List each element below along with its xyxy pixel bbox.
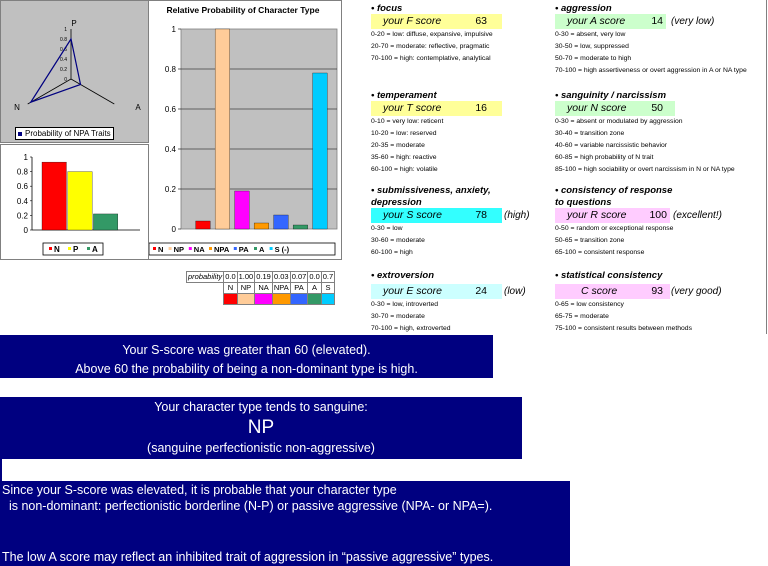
s-score-message-line-2: Above 60 the probability of being a non-dominant type is high.: [75, 362, 418, 376]
focus-desc-1: 0-20 = low: diffuse, expansive, impulsive: [371, 31, 493, 38]
type-color-swatch-PA: [290, 294, 308, 305]
radar-axis-A: [71, 79, 114, 104]
aggression-score-label: your A score: [567, 15, 626, 27]
main-legend-marker-N: [153, 247, 156, 250]
main-legend-label-N: N: [158, 245, 164, 254]
npa-bar-chart: [1, 145, 150, 261]
temperament-desc-2: 10-20 = low: reserved: [371, 130, 437, 137]
aggression-desc-4: 70-100 = high assertiveness or overt aggression in A or NA type: [555, 67, 747, 74]
main-y-tick-label: 1: [171, 25, 176, 34]
probability-values-row: [187, 272, 335, 283]
type-color-swatch-NA: [255, 294, 273, 305]
radar-chart: [1, 1, 150, 144]
main-legend-marker-S (-): [270, 247, 273, 250]
probability-value-PA: 0.07: [291, 272, 307, 281]
radar-tick-label: 0.6: [60, 47, 67, 53]
extroversion-desc-2: 30-70 = moderate: [371, 313, 425, 320]
statistical-score-note: (very good): [671, 286, 722, 297]
interpretation-line-2: is non-dominant: perfectionistic borderline (N-P) or passive aggressive (NPA- or NPA=).: [2, 499, 493, 513]
radar-tick-label: 0.8: [60, 37, 67, 43]
focus-title: focus: [376, 3, 403, 14]
radar-axis-label-N: N: [14, 103, 20, 112]
interpretation-line-3: The low A score may reflect an inhibited trait of aggression in “passive aggressive” types.: [2, 550, 494, 564]
main-legend-label-NPA: NPA: [214, 245, 230, 254]
statistical-section: • statistical consistency C score 93 (very good) 0-65 = low consistency 65-75 = moderate 75-100 = consistent results between methods: [555, 270, 755, 282]
sanguinity-desc-2: 30-40 = transition zone: [555, 130, 625, 137]
main-y-tick-label: 0.4: [164, 145, 176, 154]
main-legend-marker-NA: [189, 247, 192, 250]
character-type-code: NP: [247, 417, 275, 438]
npa-legend-label-A: A: [92, 245, 98, 254]
sanguinity-desc-3: 40-60 = variable narcissistic behavior: [555, 142, 668, 149]
s-score-message-box: [0, 335, 493, 378]
statistical-title: statistical consistency: [560, 270, 663, 281]
npa-legend-marker-N: [49, 247, 52, 250]
character-type-chart-panel: [149, 0, 342, 260]
main-legend-label-NP: NP: [173, 245, 185, 254]
extroversion-score-label: your E score: [383, 285, 442, 297]
extroversion-desc-3: 70-100 = high, extroverted: [371, 325, 451, 332]
type-color-swatch-A: [308, 294, 321, 305]
sanguinity-score-value: 50: [651, 102, 663, 114]
main-legend-label-NA: NA: [193, 245, 205, 254]
npa-legend-marker-A: [87, 247, 90, 250]
type-color-swatch-NP: [237, 294, 255, 305]
probability-table: [186, 271, 335, 305]
probability-value-N: 0.0: [225, 272, 236, 281]
npa-bar-P: [68, 172, 92, 230]
submissiveness-score-label: your S score: [383, 209, 442, 221]
main-bar-N: [196, 221, 211, 229]
npa-legend-label-P: P: [73, 245, 79, 254]
consistency-title-2: to questions: [555, 197, 612, 208]
npa-bar-N: [42, 162, 66, 230]
radar-tick-label: 0.2: [60, 67, 67, 73]
radar-axis-label-P: P: [71, 19, 77, 28]
radar-tick-label: 1: [64, 27, 67, 33]
radar-tick-label: 0: [64, 77, 67, 83]
npa-bar-chart-panel: [0, 144, 149, 260]
main-chart-title: Relative Probability of Character Type: [166, 5, 320, 15]
main-legend-label-A: A: [259, 245, 265, 254]
main-bar-PA: [274, 215, 289, 229]
type-label-A: A: [308, 283, 321, 294]
consistency-section: • consistency of response to questions your R score 100 (excellent!) 0-50 = random or exceptional response 50-65 = transition zone 65-100 = consistent response: [555, 185, 755, 209]
focus-desc-3: 70-100 = high: contemplative, analytical: [371, 55, 491, 62]
focus-score-label: your F score: [383, 15, 442, 27]
submissiveness-desc-1: 0-30 = low: [371, 225, 403, 232]
probability-value-A: 0.0: [309, 272, 320, 281]
radar-tick-label: 0.4: [60, 57, 67, 63]
sanguinity-desc-4: 60-85 = high probability of N trait: [555, 154, 654, 161]
aggression-section: • aggression your A score 14 (very low) 0-30 = absent, very low 30-50 = low, suppressed 50-70 = moderate to high 70-100 = high assertiveness or overt aggression in A or NA type: [555, 3, 755, 15]
temperament-desc-3: 20-35 = moderate: [371, 142, 425, 149]
temperament-score-pill: [371, 101, 502, 116]
type-labels-row: [187, 283, 335, 294]
temperament-score-value: 16: [475, 102, 487, 114]
extroversion-title: extroversion: [376, 270, 434, 281]
statistical-desc-2: 65-75 = moderate: [555, 313, 609, 320]
statistical-score-value: 93: [651, 285, 663, 297]
main-legend-label-S (-): S (-): [274, 245, 290, 254]
statistical-score-label: C score: [581, 285, 618, 297]
sanguinity-desc-5: 85-100 = high sociability or overt narcissism in N or NA type: [555, 166, 735, 173]
main-legend-label-PA: PA: [238, 245, 249, 254]
sanguinity-title: sanguinity / narcissism: [560, 90, 667, 101]
npa-legend-label-N: N: [54, 245, 60, 254]
npa-y-tick-label: 0.8: [16, 167, 28, 177]
character-type-description: (sanguine perfectionistic non-aggressive): [147, 441, 375, 455]
main-y-tick-label: 0: [171, 225, 176, 234]
submissiveness-score-value: 78: [475, 209, 487, 221]
sanguinity-score-label: your N score: [567, 102, 627, 114]
extroversion-score-note: (low): [504, 286, 526, 297]
main-bar-A: [293, 225, 308, 229]
sanguinity-score-pill: [555, 101, 675, 116]
consistency-desc-1: 0-50 = random or exceptional response: [555, 225, 674, 232]
npa-bar-A: [93, 214, 117, 230]
main-bar-S (-): [313, 73, 328, 229]
main-y-tick-label: 0.6: [164, 105, 176, 114]
sheet-right-border: [766, 0, 767, 334]
extroversion-score-value: 24: [475, 285, 487, 297]
type-label-NA: NA: [255, 283, 273, 294]
main-y-tick-label: 0.2: [164, 185, 176, 194]
radar-series-line: [31, 39, 81, 102]
temperament-score-label: your T score: [383, 102, 442, 114]
type-label-NPA: NPA: [273, 283, 289, 292]
sanguinity-section: • sanguinity / narcissism your N score 50 0-30 = absent or modulated by aggression 30-40 = transition zone 40-60 = variable narcissistic behavior 60-85 = high probability of N trait 85-100 = high sociability or overt narcissism in N or NA type: [555, 90, 755, 102]
probability-value-NPA: 0.03: [273, 272, 289, 281]
aggression-desc-2: 30-50 = low, suppressed: [555, 43, 629, 50]
submissiveness-desc-2: 30-60 = moderate: [371, 237, 425, 244]
character-type-chart: [149, 1, 342, 261]
radar-chart-panel: [0, 0, 149, 143]
legend-marker-icon: [18, 132, 22, 136]
focus-section: • focus your F score 63 0-20 = low: diffuse, expansive, impulsive 20-70 = moderate: reflective, pragmatic 70-100 = high: contemplative, analytical: [371, 3, 571, 15]
interpretation-box: [0, 481, 570, 566]
consistency-score-value: 100: [649, 209, 667, 221]
main-bar-NA: [235, 191, 250, 229]
aggression-score-value: 14: [651, 15, 663, 27]
submissiveness-title: submissiveness, anxiety,: [376, 185, 491, 196]
statistical-desc-1: 0-65 = low consistency: [555, 301, 624, 308]
temperament-desc-4: 35-60 = high: reactive: [371, 154, 437, 161]
consistency-desc-2: 50-65 = transition zone: [555, 237, 625, 244]
focus-score-value: 63: [475, 15, 487, 27]
main-legend-marker-NP: [169, 247, 172, 250]
character-type-box: [0, 397, 522, 459]
submissiveness-score-note: (high): [504, 210, 530, 221]
consistency-score-label: your R score: [567, 209, 627, 221]
sanguinity-desc-1: 0-30 = absent or modulated by aggression: [555, 118, 683, 125]
submissiveness-desc-3: 60-100 = high: [371, 249, 413, 256]
extroversion-score-pill: [371, 284, 502, 299]
type-label-S: S: [321, 283, 334, 294]
extroversion-desc-1: 0-30 = low, introverted: [371, 301, 439, 308]
consistency-title: consistency of response: [560, 185, 673, 196]
consistency-score-note: (excellent!): [673, 210, 722, 221]
aggression-score-pill: [555, 14, 666, 29]
s-score-message-line-1: Your S-score was greater than 60 (elevated).: [122, 343, 371, 357]
aggression-desc-1: 0-30 = absent, very low: [555, 31, 626, 38]
npa-y-tick-label: 0: [23, 226, 28, 235]
npa-y-tick-label: 1: [23, 153, 28, 162]
main-legend-marker-PA: [234, 247, 237, 250]
statistical-desc-3: 75-100 = consistent results between methods: [555, 325, 692, 332]
main-legend-marker-A: [254, 247, 257, 250]
probability-value-NA: 0.19: [256, 272, 271, 281]
focus-score-pill: [371, 14, 502, 29]
radar-legend: [15, 127, 114, 140]
probability-value-S: 0.7: [322, 272, 334, 281]
type-color-swatch-NPA: [272, 294, 290, 305]
submissiveness-section: • submissiveness, anxiety, depression your S score 78 (high) 0-30 = low 30-60 = moderate 60-100 = high: [371, 185, 571, 209]
submissiveness-score-pill: [371, 208, 502, 223]
temperament-title: temperament: [376, 90, 437, 101]
npa-y-tick-label: 0.2: [16, 211, 28, 221]
main-legend-marker-NPA: [209, 247, 212, 250]
temperament-desc-1: 0-10 = very low: reticent: [371, 118, 444, 125]
box-connector: [0, 459, 2, 481]
npa-y-tick-label: 0.6: [16, 182, 28, 192]
aggression-desc-3: 50-70 = moderate to high: [555, 55, 632, 62]
aggression-score-note: (very low): [671, 16, 715, 27]
character-type-intro: Your character type tends to sanguine:: [154, 400, 368, 414]
main-y-tick-label: 0.8: [164, 65, 176, 74]
statistical-score-pill: [555, 284, 670, 299]
radar-axis-label-A: A: [135, 103, 141, 112]
type-label-N: N: [224, 283, 237, 294]
radar-legend-label: Probability of NPA Traits: [25, 129, 111, 138]
temperament-section: • temperament your T score 16 0-10 = very low: reticent 10-20 = low: reserved 20-35 = moderate 35-60 = high: reactive 60-100 = high: volatile: [371, 90, 571, 102]
temperament-desc-5: 60-100 = high: volatile: [371, 166, 438, 173]
interpretation-line-1: Since your S-score was elevated, it is probable that your character type: [2, 483, 397, 497]
type-colors-row: [187, 294, 335, 305]
type-color-swatch-S: [321, 294, 334, 305]
consistency-score-pill: [555, 208, 670, 223]
main-bar-NPA: [254, 223, 269, 229]
npa-legend-marker-P: [68, 247, 71, 250]
aggression-title: aggression: [560, 3, 612, 14]
type-label-NP: NP: [237, 283, 255, 294]
focus-desc-2: 20-70 = moderate: reflective, pragmatic: [371, 43, 490, 50]
extroversion-section: • extroversion your E score 24 (low) 0-30 = low, introverted 30-70 = moderate 70-100 = high, extroverted: [371, 270, 571, 282]
consistency-desc-3: 65-100 = consistent response: [555, 249, 645, 256]
probability-row-label: probability: [188, 272, 223, 281]
npa-y-tick-label: 0.4: [16, 196, 28, 206]
type-color-swatch-N: [224, 294, 237, 305]
main-bar-NP: [215, 29, 230, 229]
submissiveness-title-2: depression: [371, 197, 422, 208]
probability-value-NP: 1.00: [238, 272, 254, 281]
type-label-PA: PA: [290, 283, 308, 294]
